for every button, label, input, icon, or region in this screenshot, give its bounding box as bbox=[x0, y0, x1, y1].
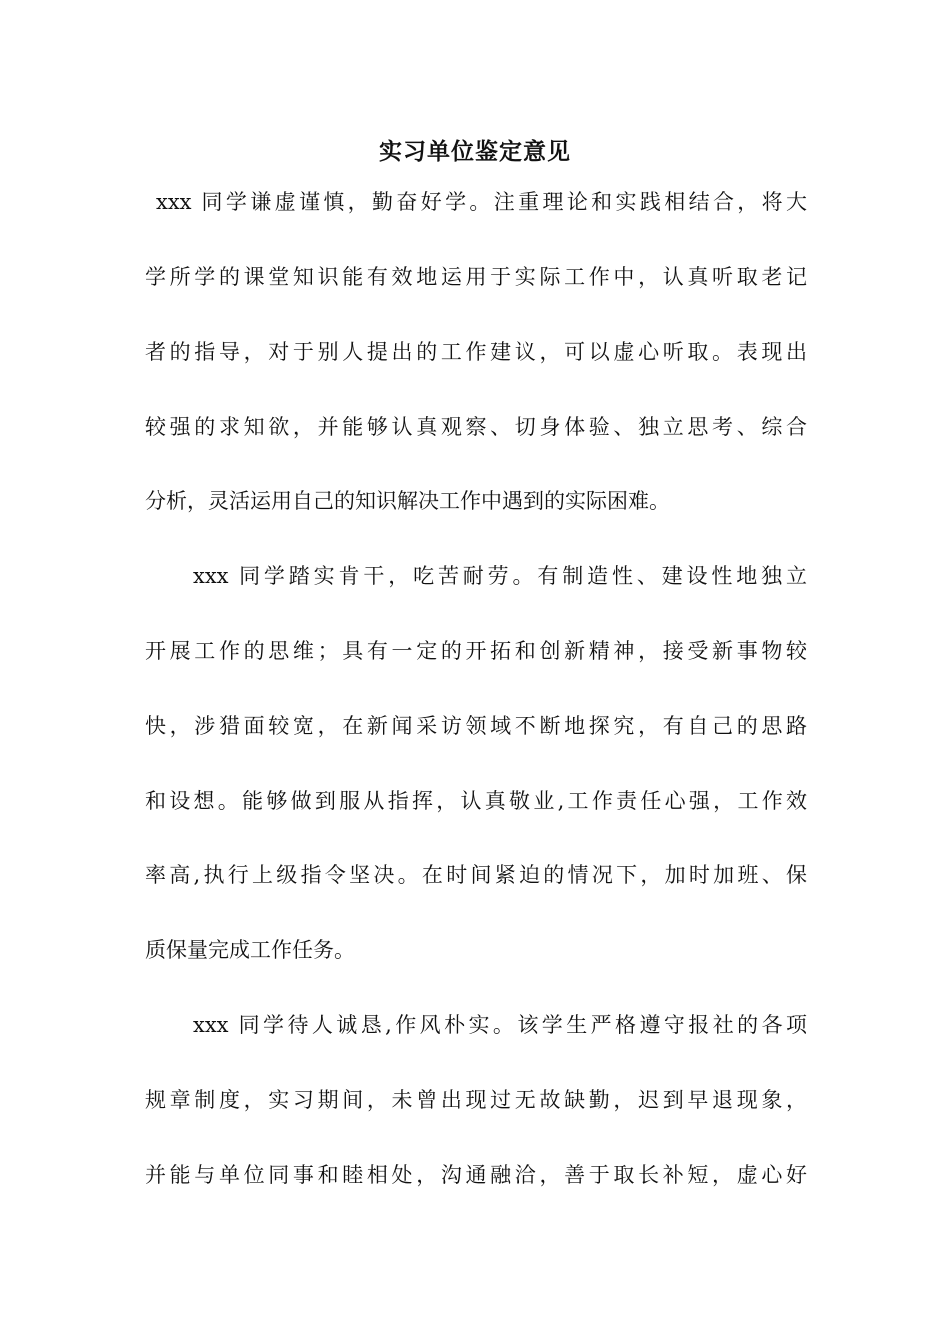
paragraph-line: 者的指导，对于别人提出的工作建议，可以虚心听取。表现出 bbox=[145, 340, 807, 364]
paragraph-line: 开展工作的思维；具有一定的开拓和创新精神，接受新事物较 bbox=[145, 639, 807, 663]
paragraph-line: 规章制度，实习期间，未曾出现过无故缺勤，迟到早退现象， bbox=[145, 1088, 807, 1112]
paragraph-line: 快，涉猎面较宽，在新闻采访领域不断地探究，有自己的思路 bbox=[145, 714, 807, 738]
document-title: 实习单位鉴定意见 bbox=[379, 138, 571, 165]
paragraph-line: 和设想。能够做到服从指挥，认真敬业,工作责任心强，工作效 bbox=[145, 789, 807, 813]
paragraph-line: xxx 同学待人诚恳,作风朴实。该学生严格遵守报社的各项 bbox=[193, 1013, 807, 1037]
paragraph-line: 学所学的课堂知识能有效地运用于实际工作中，认真听取老记 bbox=[145, 265, 807, 289]
paragraph-line: 质保量完成工作任务。 bbox=[145, 938, 355, 962]
paragraph-line: 率高,执行上级指令坚决。在时间紧迫的情况下，加时加班、保 bbox=[145, 863, 807, 887]
paragraph-line: 较强的求知欲，并能够认真观察、切身体验、独立思考、综合 bbox=[145, 415, 807, 439]
paragraph-line: xxx 同学踏实肯干，吃苦耐劳。有制造性、建设性地独立 bbox=[193, 564, 807, 588]
paragraph-line: 并能与单位同事和睦相处，沟通融洽，善于取长补短，虚心好 bbox=[145, 1163, 807, 1187]
paragraph-line: 分析，灵活运用自己的知识解决工作中遇到的实际困难。 bbox=[145, 489, 670, 513]
paragraph-line: xxx 同学谦虚谨慎，勤奋好学。注重理论和实践相结合，将大 bbox=[156, 190, 807, 214]
